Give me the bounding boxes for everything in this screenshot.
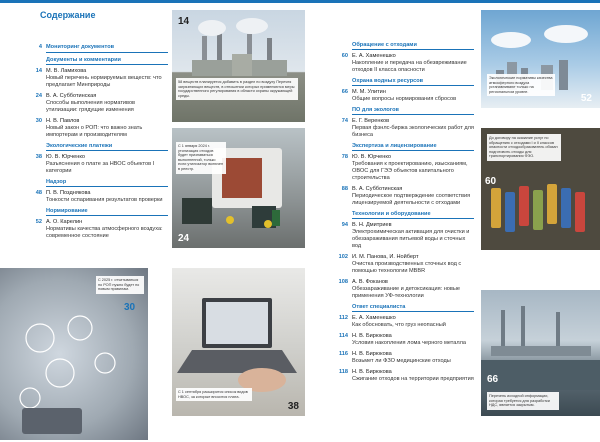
toc-entry[interactable] (336, 186, 474, 207)
toc-entry[interactable] (336, 369, 474, 383)
photo-caption: С 1 января 2024 г. утилизация отходов будет признаваться выполненной, только если утилизатор включен в реестр. (176, 142, 226, 174)
article-title: Накопление и передача на обезвреживание отходов II класса опасности (352, 60, 467, 73)
toc-entry[interactable] (30, 190, 168, 204)
page-number: 38 (35, 154, 42, 160)
photo-caption: 58 веществ планируется добавить в раздел по воздуху Перечня загрязняющих веществ, в отношении которых применяются меры государственного регулирования в области охраны окружающей среды. (176, 78, 298, 100)
section-heading: Надзор (46, 179, 168, 187)
article-title: Требования к проектированию, изысканиям, ОВОС для ГЭЭ объектов капитального строительства (352, 161, 468, 181)
article-author: Ю. В. Юрченко (46, 154, 85, 160)
article-title: Первая фэнлс-биржа экологических работ для бизнеса (352, 125, 474, 138)
toc-entry[interactable] (336, 351, 474, 365)
page-number: 4 (38, 44, 42, 50)
toc-right-column (336, 42, 474, 387)
section-heading: Экспертиза и лицензирование (352, 143, 474, 151)
top-accent-bar (0, 0, 600, 3)
page-number: 78 (341, 154, 348, 160)
page-number: 52 (35, 219, 42, 225)
toc-entry[interactable] (336, 333, 474, 347)
digital-icons-illustration (0, 268, 148, 440)
article-author: М. В. Ламихова (46, 68, 87, 74)
photo-power-plant[interactable] (172, 10, 305, 122)
article-author: Н. В. Бирюкова (352, 333, 392, 339)
section-heading: Технологии и оборудование (352, 211, 474, 219)
article-title: Новый перечень нормируемых веществ: что предлагает Минприроды (46, 75, 162, 88)
toc-entry[interactable] (30, 118, 168, 139)
article-title: Условия накопления лома черного металла (352, 340, 467, 346)
toc-entry[interactable] (336, 154, 474, 182)
toc-entry[interactable] (336, 53, 474, 74)
photo-page-number: 24 (178, 233, 190, 244)
section-heading: Нормирование (46, 208, 168, 216)
page-number: 66 (341, 89, 348, 95)
toc-entry[interactable] (30, 93, 168, 114)
article-author: М. М. Улитин (352, 89, 386, 95)
section-heading: ПО для экологов (352, 107, 474, 115)
article-author: В. А. Субботинская (352, 186, 403, 192)
article-author: В. А. Субботинская (46, 93, 97, 99)
photo-water-treatment[interactable] (481, 290, 600, 416)
page-number: 94 (341, 222, 348, 228)
toc-entry[interactable] (30, 154, 168, 175)
photo-page-number: 52 (580, 93, 592, 104)
article-title: Электрохимическая активация для очистки и обеззараживания питьевой воды и сточных вод (352, 229, 470, 249)
page-number: 60 (341, 53, 348, 59)
page-number: 108 (338, 279, 348, 285)
article-title: Сжигание отходов на территории предприятия (352, 376, 474, 382)
photo-caption: Перечень исходной информации, которая требуется для разработки НДС, является закрытым. (487, 392, 559, 410)
photo-page-number: 14 (178, 16, 190, 27)
section-heading: Экологические платежи (46, 143, 168, 151)
power-plant-illustration (172, 10, 305, 122)
toc-entry[interactable] (30, 219, 168, 240)
page-number: 74 (341, 118, 348, 124)
article-author: П. В. Позднякова (46, 190, 91, 196)
toc-entry[interactable] (336, 222, 474, 250)
section-heading: Охрана водных ресурсов (352, 78, 474, 86)
article-author: Е. А. Хаменешко (352, 315, 396, 321)
page-number: 48 (35, 190, 42, 196)
article-title: Новый закон о РОП: что важно знать импортерам и производителям (46, 125, 143, 138)
toc-entry[interactable] (30, 68, 168, 89)
toc-entry[interactable] (336, 118, 474, 139)
photo-page-number: 66 (487, 374, 499, 385)
toc-entry[interactable] (336, 89, 474, 103)
photo-caption: Экологические нормативы качества атмосферного воздуха устанавливают только на региональном уровне. (487, 74, 555, 96)
photo-page-number: 38 (287, 401, 299, 412)
article-title: Как обосновать, что груз неопасный (352, 322, 446, 328)
article-author: Е. А. Хаменешко (352, 53, 396, 59)
section-heading: Ответ специалиста (352, 304, 474, 312)
photo-caption: С 1 сентября расширится список видов НВОС, за которые вносится плата. (176, 388, 252, 401)
photo-caption: До договору на оказание услуг по обращению с отходами I и II классов опасности отходообразователь обязан подготовить отходы для транспортирования ФЭО. (487, 134, 561, 161)
article-author: Е. Г. Веренков (352, 118, 390, 124)
article-author: Ю. В. Юрченко (352, 154, 391, 160)
photo-garbage-truck[interactable] (172, 128, 305, 248)
article-title: Способы выполнения нормативов утилизации: грядущие изменения (46, 100, 136, 113)
photo-page-number: 60 (485, 176, 497, 187)
section-heading: Мониторинг документов (46, 44, 168, 53)
photo-tablet-icons[interactable] (0, 268, 148, 440)
article-author: А. В. Фоканов (352, 279, 388, 285)
page-title: Содержание (40, 10, 96, 20)
article-title: Обеззараживание и детоксикация: новые применения УФ-технологии (352, 286, 461, 299)
photo-page-number: 30 (124, 302, 136, 313)
page-number: 30 (35, 118, 42, 124)
toc-entry[interactable] (336, 279, 474, 300)
article-title: Очистка производственных сточных вод с помощью технологии MBBR (352, 261, 462, 274)
page-number: 24 (35, 93, 42, 99)
photo-city-skyline[interactable] (481, 10, 600, 108)
section-heading: Документы и комментарии (46, 57, 168, 65)
article-author: И. М. Панова, И. Нойберт (352, 254, 419, 260)
article-title: Разъяснения о плате за НВОС объектов I категории (46, 161, 155, 174)
photo-caption: С 2025 г. отчитываться по РОП нужно будет по новым правилам. (96, 276, 144, 294)
toc-left-column (30, 44, 168, 244)
article-title: Периодическое подтверждение соответствия лицензируемой деятельности с отходами (352, 193, 471, 206)
article-author: Н. В. Павлов (46, 118, 80, 124)
photo-batteries[interactable] (481, 128, 600, 250)
page-number: 88 (341, 186, 348, 192)
toc-entry[interactable] (30, 44, 168, 53)
page-number: 116 (338, 351, 348, 357)
page-number: 102 (338, 254, 348, 260)
article-author: А. О. Карелин (46, 219, 83, 225)
article-author: Н. В. Бирюкова (352, 369, 392, 375)
photo-laptop-hands[interactable] (172, 268, 305, 416)
page-number: 114 (338, 333, 348, 339)
article-title: Тонкости оспаривания результатов проверки (46, 197, 163, 203)
page-number: 14 (35, 68, 42, 74)
section-heading: Обращение с отходами (352, 42, 474, 50)
page-number: 112 (338, 315, 348, 321)
article-author: В. Н. Дмитриев (352, 222, 392, 228)
article-title: Возьмет ли ФЗО медицинские отходы (352, 358, 451, 364)
toc-entry[interactable] (336, 254, 474, 275)
article-title: Общие вопросы нормирования сбросов (352, 96, 457, 102)
article-author: Н. В. Бирюкова (352, 351, 392, 357)
page-number: 118 (338, 369, 348, 375)
article-title: Нормативы качества атмосферного воздуха: современное состояние (46, 226, 163, 239)
toc-entry[interactable] (336, 315, 474, 329)
